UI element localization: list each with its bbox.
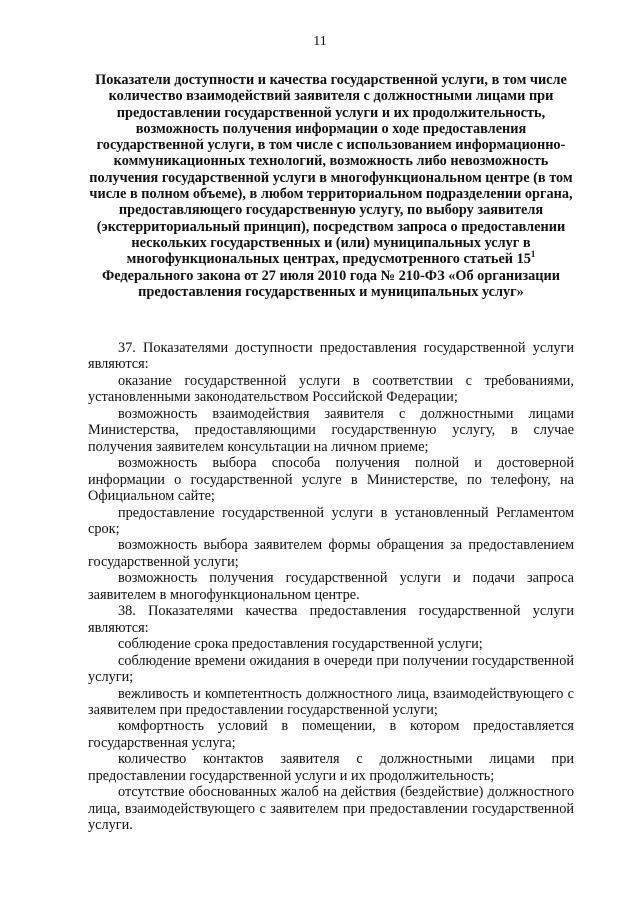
list-item: соблюдение времени ожидания в очереди при получении государственной услуги;	[88, 652, 574, 686]
list-item: оказание государственной услуги в соответствии с требованиями, установленными законодательством Российской Федерации;	[88, 372, 574, 406]
list-item: комфортность условий в помещении, в котором предоставляется государственная услуга;	[88, 718, 574, 751]
page-number: 11	[313, 34, 327, 49]
list-item: возможность выбора способа получения полной и достоверной информации о государственной услуге в Министерстве, по телефону, на Официальном сайте;	[88, 455, 574, 505]
paragraph-37-intro: 37. Показателями доступности предоставления государственной услуги являются:	[88, 340, 574, 373]
document-body	[88, 340, 574, 834]
list-item: предоставление государственной услуги в установленный Регламентом срок;	[88, 504, 574, 537]
list-item: возможность получения государственной услуги и подачи запроса заявителем в многофункциональном центре.	[88, 570, 574, 603]
section-heading	[88, 72, 574, 300]
heading-text: Показатели доступности и качества государственной услуги, в том числе количество взаимодействий заявителя с должностными лицами при предоставлении государственной услуги и их продолжительность, возможность получения информации о ходе предоставления государственной услуги, в том числе с использованием информационно-коммуникационных технологий, возможность либо невозможность получения государственной услуги в многофункциональном центре (в том числе в полном объеме), в любом территориальном подразделении органа, предоставляющего государственную услугу, по выбору заявителя (экстерриториальный принцип), посредством запроса о предоставлении нескольких государственных и (или) муниципальных услуг в многофункциональных центрах, предусмотренного статьей 15	[89, 72, 573, 268]
list-item: возможность взаимодействия заявителя с должностными лицами Министерства, предоставляющими государственную услугу, в случае получения заявителем консультации на личном приеме;	[88, 405, 574, 455]
list-item: отсутствие обоснованных жалоб на действия (бездействие) должностного лица, взаимодействующего с заявителем при предоставлении государственной услуги.	[88, 784, 574, 834]
list-item: вежливость и компетентность должностного лица, взаимодействующего с заявителем при предоставлении государственной услуги;	[88, 685, 574, 718]
list-item: возможность выбора заявителем формы обращения за предоставлением государственной услуги;	[88, 537, 574, 570]
list-item: соблюдение срока предоставления государственной услуги;	[118, 636, 483, 653]
list-item: количество контактов заявителя с должностными лицами при предоставлении государственной услуги и их продолжительность;	[88, 751, 574, 784]
paragraph-38-intro: 38. Показателями качества предоставления государственной услуги являются:	[88, 603, 574, 636]
heading-superscript: 1	[530, 248, 536, 259]
heading-text-after: Федерального закона от 27 июля 2010 года № 210-ФЗ «Об организации предоставления государственных и муниципальных услуг»	[101, 267, 561, 300]
